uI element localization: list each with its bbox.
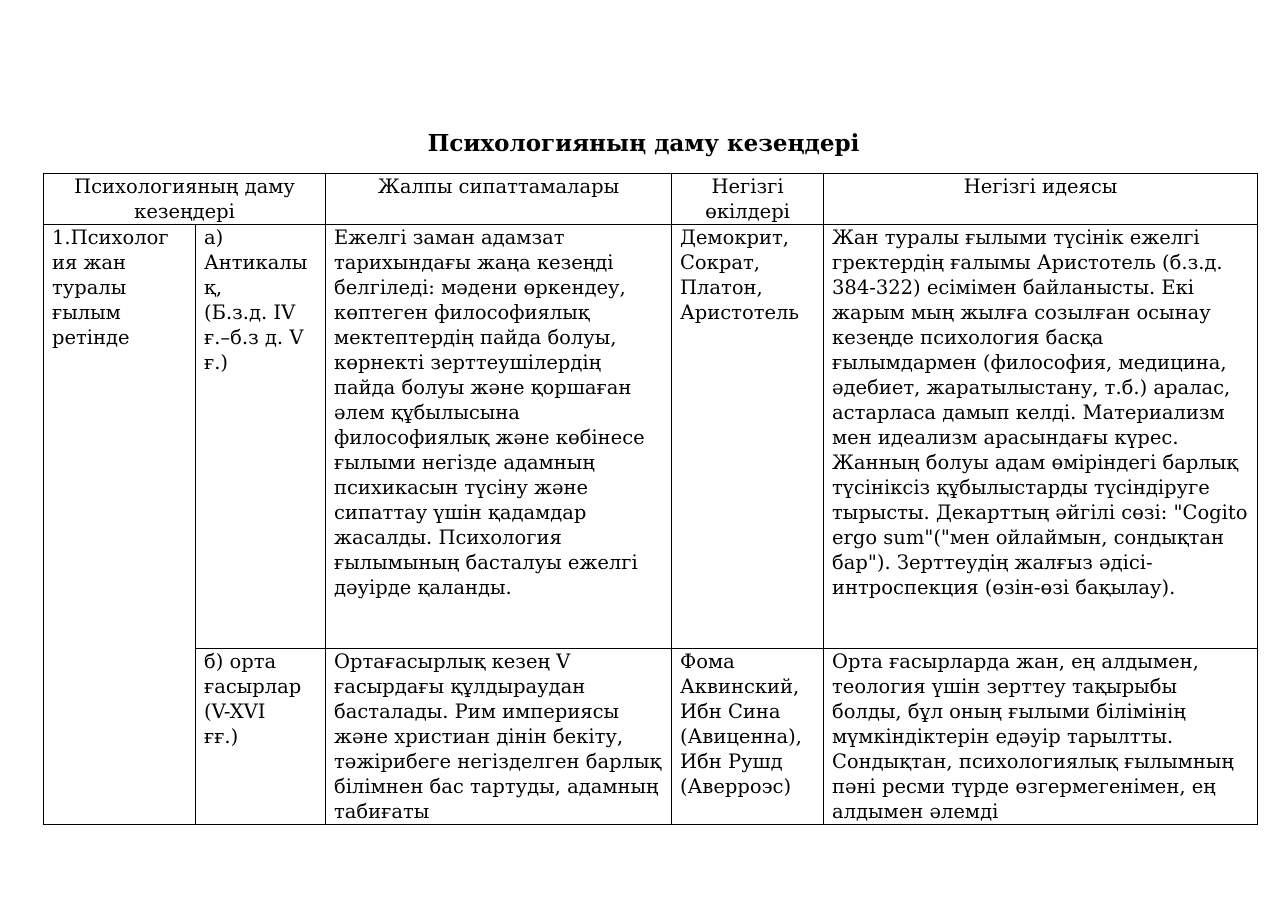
description-cell [326,649,672,825]
header-stage: Психологияның даму кезеңдері [44,174,326,225]
document-title: Психологияның даму кезеңдері [427,130,860,157]
header-representatives: Негізгі өкілдері [672,174,824,225]
table-row [44,225,1258,649]
stages-table [43,173,1258,825]
representatives-cell [672,649,824,825]
header-description: Жалпы сипаттамалары [326,174,672,225]
sub-stage-label: а) Антикалы қ, (Б.з.д. IV ғ.–б.з д. V ғ.) [204,226,308,374]
sub-stage-cell [196,649,326,825]
sub-stage-cell [196,225,326,649]
representatives-text: Демокрит, Сократ, Платон, Аристотель [680,226,800,324]
ideas-text: Жан туралы ғылыми түсінік ежелгі гректердің ғалымы Аристотель (б.з.д. 384-322) есімімен байланысты. Екі жарым мың жылға созылған осынау кезеңде психология басқа ғылымдармен (философия, медицина, әдебиет, жаратылыстану, т.б.) аралас, астарласа дамып келді. Материализм мен идеализм арасындағы күрес. Жанның болуы адам өміріндегі барлық түсініксіз құбылыстарды түсіндіруге тырысты. Декарттың әйгілі сөзі: "Cogito ergo sum"("мен ойлаймын, сондықтан бар"). Зерттеудің жалғыз әдісі-интроспекция (өзін-өзі бақылау). [832,226,1248,599]
table-row [44,649,1258,825]
representatives-text: Фома Аквинский, Ибн Сина (Авиценна), Ибн Рушд (Аверроэс) [680,650,802,798]
sub-stage-label: б) орта ғасырлар (V-XVI ғғ.) [204,650,302,748]
main-stage-cell [44,225,196,825]
ideas-text: Орта ғасырларда жан, ең алдымен, теология үшін зерттеу тақырыбы болды, бұл оның ғылыми білімінің мүмкіндіктерін едәуір тарылтты. Сондықтан, психологиялық ғылымның пәні ресми түрде өзгермегенімен, ең алдымен әлемді [832,650,1234,823]
description-text: Ежелгі заман адамзат тарихындағы жаңа кезеңді белгіледі: мәдени өркендеу, көптеген философиялық мектептердің пайда болуы, көрнекті зерттеушілердің пайда болуы және қоршаған әлем құбылысына философиялық және көбінесе ғылыми негізде адамның психикасын түсіну және сипаттау үшін қадамдар жасалды. Психология ғылымының басталуы ежелгі дәуірде қаланды. [334,226,645,599]
table-header-row [44,174,1258,225]
main-stage-label: 1.Психолог ия жан туралы ғылым ретінде [52,226,169,349]
description-cell [326,225,672,649]
ideas-cell [824,649,1258,825]
description-text: Ортағасырлық кезең V ғасырдағы құлдыраудан басталады. Рим империясы және христиан дінін бекіту, тәжірибеге негізделген барлық білімнен бас тартуды, адамның табиғаты [334,650,662,823]
ideas-cell [824,225,1258,649]
representatives-cell [672,225,824,649]
header-ideas: Негізгі идеясы [824,174,1258,225]
